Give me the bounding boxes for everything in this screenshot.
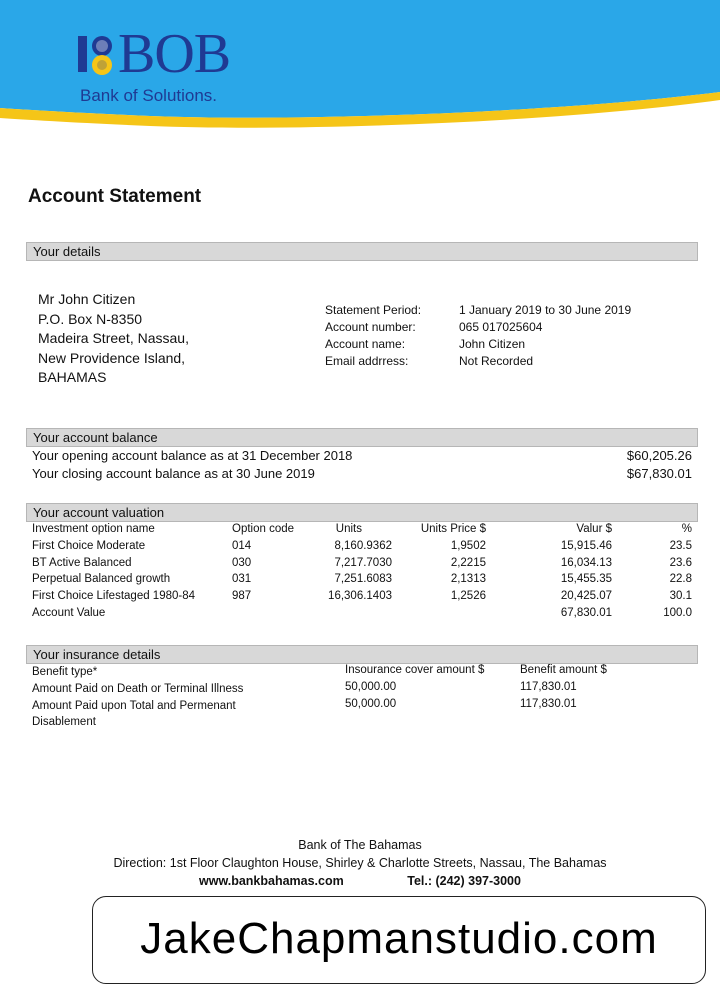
benefit-type: Amount Paid upon Total and Permenant Disablement [32, 700, 236, 728]
insurance-table [32, 664, 692, 732]
benefit-type: Amount Paid on Death or Terminal Illness [32, 683, 244, 695]
percent: 23.6 [669, 556, 692, 569]
column-header: % [681, 523, 692, 535]
option-code: 014 [232, 539, 252, 552]
column-header: Investment option name [32, 523, 155, 535]
option-name: First Choice Moderate [32, 539, 146, 552]
cover-amount: 50,000.00 [345, 698, 397, 710]
opening-balance-row [32, 448, 692, 463]
option-code: 030 [232, 556, 252, 569]
table-row [32, 698, 692, 732]
table-row [32, 557, 692, 574]
column-header: Units Price $ [420, 523, 486, 535]
footer-contact [0, 872, 720, 890]
option-name: First Choice Lifestaged 1980-84 [32, 590, 196, 603]
column-header: Option code [232, 523, 295, 535]
unit-price: 2,2215 [450, 556, 486, 569]
balance-amount: $60,205.26 [626, 448, 692, 463]
benefit-amount: 117,830.01 [520, 698, 577, 710]
table-header-row [32, 523, 692, 540]
detail-label: Account name: [325, 337, 406, 351]
cover-amount: 50,000.00 [345, 681, 397, 693]
percent: 23.5 [669, 539, 692, 552]
balance-label: Your opening account balance as at 31 December 2018 [32, 448, 353, 463]
footer-bank-name: Bank of The Bahamas [298, 838, 422, 852]
address-line: New Providence Island, [38, 349, 186, 366]
percent: 100.0 [663, 606, 692, 619]
footer [0, 836, 720, 890]
footer-telephone: Tel.: (242) 397-3000 [407, 874, 521, 888]
option-name: Perpetual Balanced growth [32, 573, 171, 586]
account-details [325, 302, 631, 370]
detail-value: Not Recorded [459, 354, 534, 368]
footer-direction: Direction: 1st Floor Claughton House, Shirley & Charlotte Streets, Nassau, The Bahamas [113, 856, 607, 870]
watermark: JakeChapmanstudio.com [92, 896, 706, 984]
table-row [32, 573, 692, 590]
account-name-row [325, 336, 631, 353]
your-details-header: Your details [26, 242, 698, 261]
insurance-details-header: Your insurance details [26, 645, 698, 664]
option-code: 987 [232, 590, 252, 603]
column-header: Valur $ [576, 523, 612, 535]
account-number-row [325, 319, 631, 336]
bank-emblem-icon [78, 32, 116, 78]
mailing-address [38, 290, 189, 388]
account-balance-header: Your account balance [26, 428, 698, 447]
detail-label: Statement Period: [325, 303, 422, 317]
address-line: Madeira Street, Nassau, [38, 330, 189, 346]
table-row [32, 681, 692, 698]
value: 16,034.13 [560, 556, 612, 569]
email-row [325, 353, 631, 370]
address-line: P.O. Box N-8350 [38, 310, 143, 327]
units: 16,306.1403 [328, 590, 392, 603]
detail-value: 1 January 2019 to 30 June 2019 [459, 303, 632, 317]
option-name: BT Active Balanced [32, 556, 132, 569]
table-row [32, 590, 692, 607]
detail-label: Email addrress: [325, 354, 409, 368]
option-code: 031 [232, 573, 252, 586]
address-line: BAHAMAS [38, 369, 107, 385]
footer-website-link[interactable]: www.bankbahamas.com [199, 874, 344, 888]
percent: 22.8 [669, 573, 692, 586]
detail-label: Account number: [325, 320, 416, 334]
value: 15,915.46 [560, 539, 612, 552]
statement-period-row [325, 302, 631, 319]
table-row [32, 540, 692, 557]
column-header: Benefit amount $ [520, 664, 607, 676]
account-valuation-header: Your account valuation [26, 503, 698, 522]
benefit-amount: 117,830.01 [520, 681, 577, 693]
table-row-total [32, 607, 692, 624]
value: 15,455.35 [560, 573, 612, 586]
address-line: Mr John Citizen [38, 291, 136, 307]
closing-balance-row [32, 466, 692, 481]
balance-label: Your closing account balance as at 30 June 2019 [32, 466, 315, 481]
logo-wordmark: BOB [118, 23, 231, 85]
column-header: Units [335, 523, 362, 535]
bob-logo [76, 23, 276, 108]
table-header-row [32, 664, 692, 681]
unit-price: 1,2526 [450, 590, 486, 603]
units: 7,217.7030 [334, 556, 392, 569]
value: 67,830.01 [560, 606, 612, 619]
percent: 30.1 [669, 590, 692, 603]
unit-price: 1,9502 [450, 539, 486, 552]
detail-value: John Citizen [459, 337, 526, 351]
valuation-table [32, 523, 692, 624]
detail-value: 065 017025604 [459, 320, 543, 334]
units: 7,251.6083 [334, 573, 392, 586]
unit-price: 2,1313 [450, 573, 486, 586]
balance-amount: $67,830.01 [626, 466, 692, 481]
value: 20,425.07 [560, 590, 612, 603]
logo-tagline: Bank of Solutions. [80, 86, 218, 105]
column-header: Insourance cover amount $ [345, 664, 485, 676]
option-name: Account Value [32, 606, 106, 619]
statement-title: Account Statement [28, 186, 202, 207]
column-header: Benefit type* [32, 666, 98, 678]
units: 8,160.9362 [334, 539, 392, 552]
